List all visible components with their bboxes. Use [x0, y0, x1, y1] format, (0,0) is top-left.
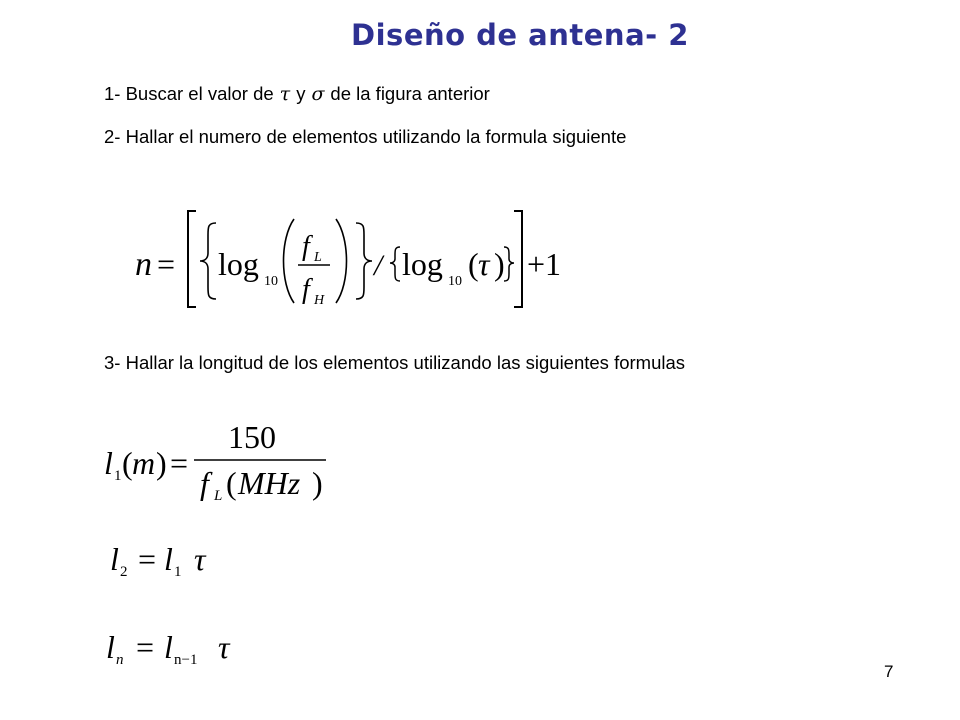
step-1-suffix: de la figura anterior: [330, 83, 490, 104]
l2-sub: 2: [120, 564, 128, 580]
left-paren: [284, 219, 295, 303]
l1-f-sub: L: [214, 488, 223, 504]
step-2: 2- Hallar el numero de elementos utilizando la formula siguiente: [104, 126, 627, 147]
log-label: log: [218, 246, 259, 282]
l1-unit: MHz: [238, 465, 301, 501]
n-variable: n: [135, 246, 152, 283]
log-base: 10: [264, 274, 278, 289]
l2-equals: =: [138, 541, 157, 577]
ln-rhs-letter: l: [164, 629, 173, 665]
tau-in-log: τ: [478, 246, 490, 282]
small-right-brace: [504, 247, 514, 281]
l1-letter: l: [104, 445, 113, 481]
ln-letter: l: [106, 629, 115, 665]
slide-title: Diseño de antena- 2: [351, 18, 689, 52]
log-label-2: log: [402, 246, 443, 282]
formula-ln: [100, 620, 260, 670]
formula-l2: [100, 532, 240, 582]
l1-numerator: 150: [228, 419, 276, 455]
tau-symbol: τ: [279, 83, 291, 105]
f-lower-sub: L: [314, 250, 322, 265]
ln-rhs-sub: n−1: [174, 652, 198, 668]
ln-sub: n: [116, 652, 124, 668]
f-upper: f: [302, 274, 310, 305]
ln-tau: τ: [218, 629, 230, 665]
ln-equals: =: [136, 629, 155, 665]
l1-equals: =: [170, 445, 189, 481]
small-left-brace: [390, 247, 400, 281]
l1-arg: m: [132, 445, 156, 481]
plus-one: +1: [527, 246, 562, 282]
n-equals: =: [157, 246, 176, 282]
l1-sub: 1: [114, 468, 122, 484]
l2-rhs-letter: l: [164, 541, 173, 577]
step-3: 3- Hallar la longitud de los elementos utilizando las siguientes formulas: [104, 352, 686, 373]
log-base-2: 10: [448, 274, 462, 289]
paren-tau-close: ): [494, 246, 505, 282]
left-outer-bracket: [188, 211, 196, 307]
formula-l1: [100, 418, 340, 503]
paren-tau-open: (: [468, 246, 479, 282]
formula-number-of-elements: [130, 205, 580, 315]
f-upper-sub: H: [314, 293, 325, 308]
left-curly-brace: [200, 223, 216, 299]
step-1-prefix: 1- Buscar el valor de: [104, 83, 274, 104]
sigma-symbol: σ: [311, 83, 325, 105]
division-slash: /: [374, 249, 383, 282]
step-1: [104, 83, 490, 105]
l2-tau: τ: [194, 541, 206, 577]
l1-paren-open: (: [122, 445, 133, 481]
l1-unit-close: ): [312, 465, 323, 501]
right-paren: [336, 219, 347, 303]
l1-paren-close: ): [156, 445, 167, 481]
step-1-conjunction: y: [296, 83, 306, 104]
slide-number: 7: [884, 662, 894, 681]
l1-f: f: [200, 465, 209, 501]
l2-letter: l: [110, 541, 119, 577]
f-lower: f: [302, 231, 310, 262]
l1-unit-open: (: [226, 465, 237, 501]
right-curly-brace: [356, 223, 372, 299]
l2-rhs-sub: 1: [174, 564, 182, 580]
right-outer-bracket: [514, 211, 522, 307]
